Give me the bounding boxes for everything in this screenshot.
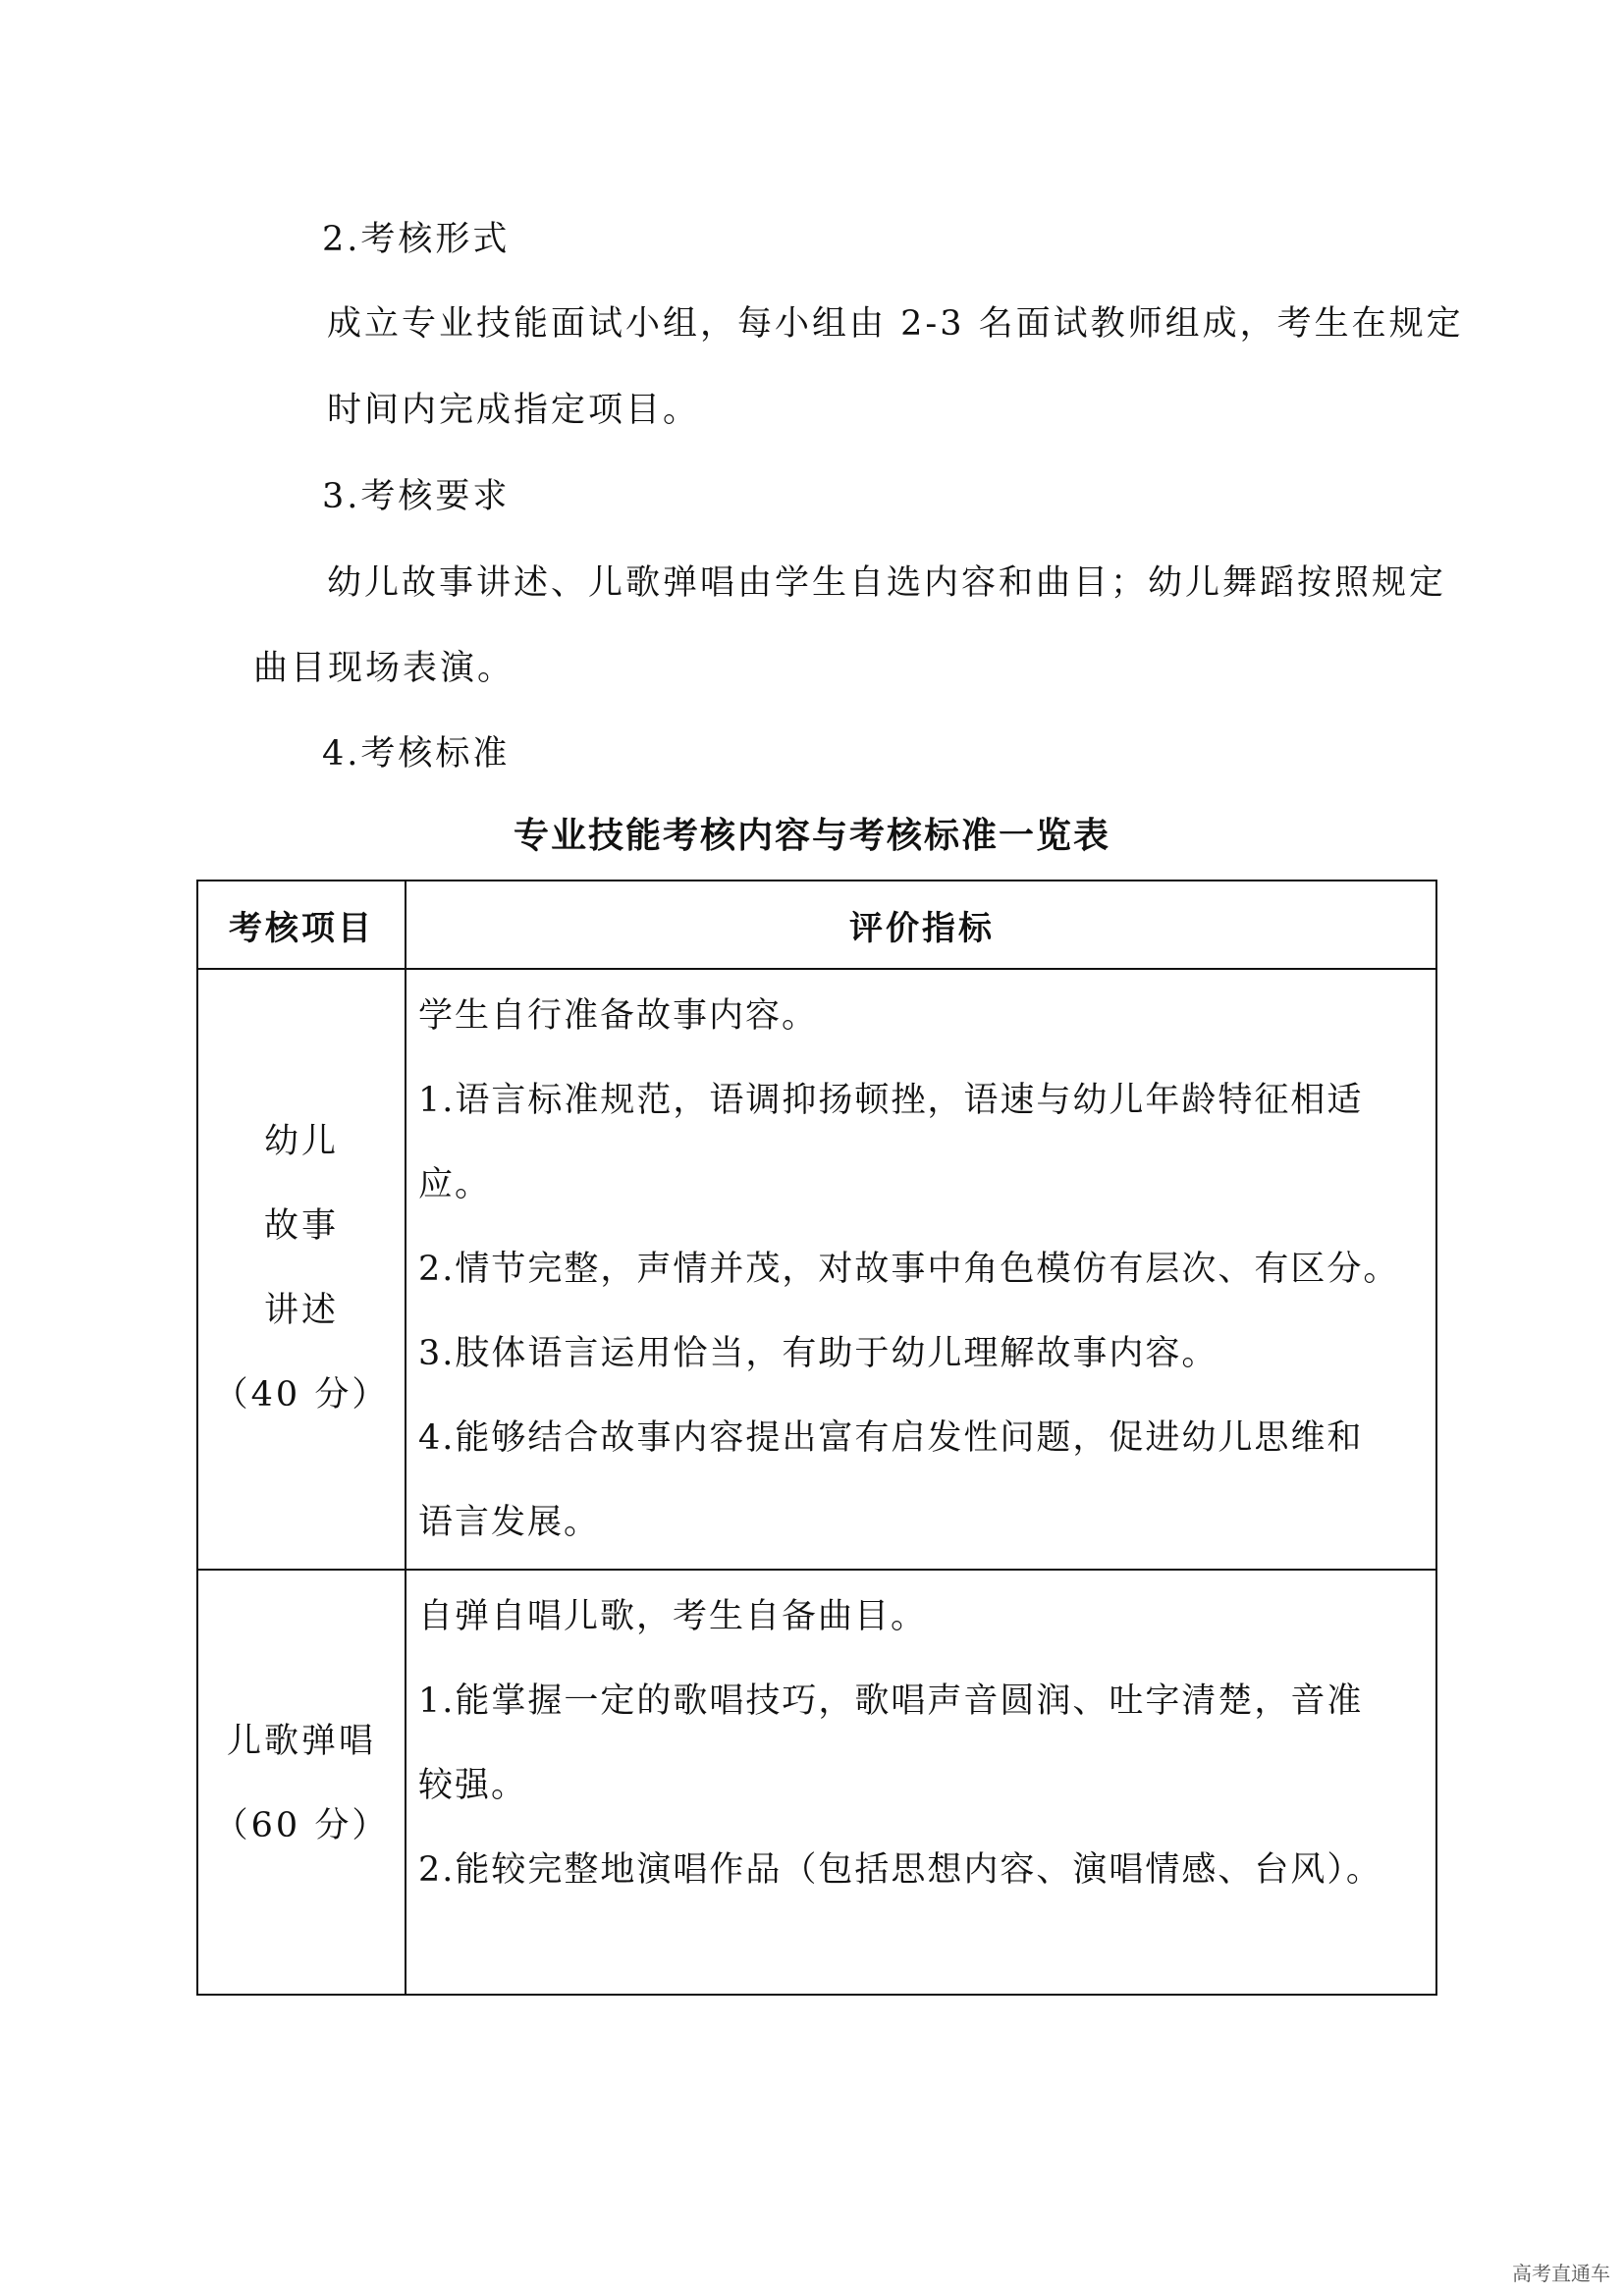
section-2-text-line-1: 成立专业技能面试小组，每小组由 2-3 名面试教师组成，考生在规定 <box>327 304 1464 344</box>
item-line: 幼儿 <box>263 1122 339 1161</box>
section-4-heading: 4.考核标准 <box>322 734 511 774</box>
header-item: 考核项目 <box>229 908 374 948</box>
criteria-table <box>196 880 1437 1996</box>
watermark: 高考直通车 <box>1512 2262 1610 2285</box>
table-row-item-story <box>198 968 405 1569</box>
criteria-line: 3.肢体语言运用恰当，有助于幼儿理解故事内容。 <box>418 1334 1218 1373</box>
criteria-line: 学生自行准备故事内容。 <box>418 996 819 1036</box>
criteria-line: 自弹自唱儿歌，考生自备曲目。 <box>418 1597 928 1636</box>
section-3-text-line-2: 曲目现场表演。 <box>253 649 515 688</box>
criteria-line: 较强。 <box>418 1766 528 1805</box>
item-line: 讲述 <box>263 1291 339 1330</box>
criteria-line: 2.能较完整地演唱作品（包括思想内容、演唱情感、台风）。 <box>418 1850 1382 1890</box>
criteria-line: 2.情节完整，声情并茂，对故事中角色模仿有层次、有区分。 <box>418 1250 1400 1289</box>
item-score: （60 分） <box>213 1805 390 1845</box>
table-row-criteria-story <box>418 974 1435 1565</box>
section-3-heading: 3.考核要求 <box>322 477 511 516</box>
table-row-criteria-song <box>418 1575 1435 1912</box>
item-line: 儿歌弹唱 <box>226 1721 376 1761</box>
criteria-line: 1.语言标准规范，语调抑扬顿挫，语速与幼儿年龄特征相适 <box>418 1081 1364 1120</box>
criteria-line: 应。 <box>418 1165 492 1204</box>
criteria-line: 语言发展。 <box>418 1503 601 1542</box>
section-2-heading: 2.考核形式 <box>322 220 511 259</box>
criteria-line: 1.能掌握一定的歌唱技巧，歌唱声音圆润、吐字清楚，音准 <box>418 1682 1364 1721</box>
section-3-text-line-1: 幼儿故事讲述、儿歌弹唱由学生自选内容和曲目；幼儿舞蹈按照规定 <box>327 563 1447 603</box>
criteria-line: 4.能够结合故事内容提出富有启发性问题，促进幼儿思维和 <box>418 1418 1364 1458</box>
table-row-item-song <box>198 1569 405 1998</box>
header-criteria: 评价指标 <box>849 908 995 948</box>
item-line: 故事 <box>263 1206 339 1246</box>
table-title: 专业技能考核内容与考核标准一览表 <box>513 816 1110 856</box>
section-2-text-line-2: 时间内完成指定项目。 <box>327 391 701 430</box>
table-column-divider <box>405 881 406 1994</box>
item-score: （40 分） <box>213 1375 390 1415</box>
